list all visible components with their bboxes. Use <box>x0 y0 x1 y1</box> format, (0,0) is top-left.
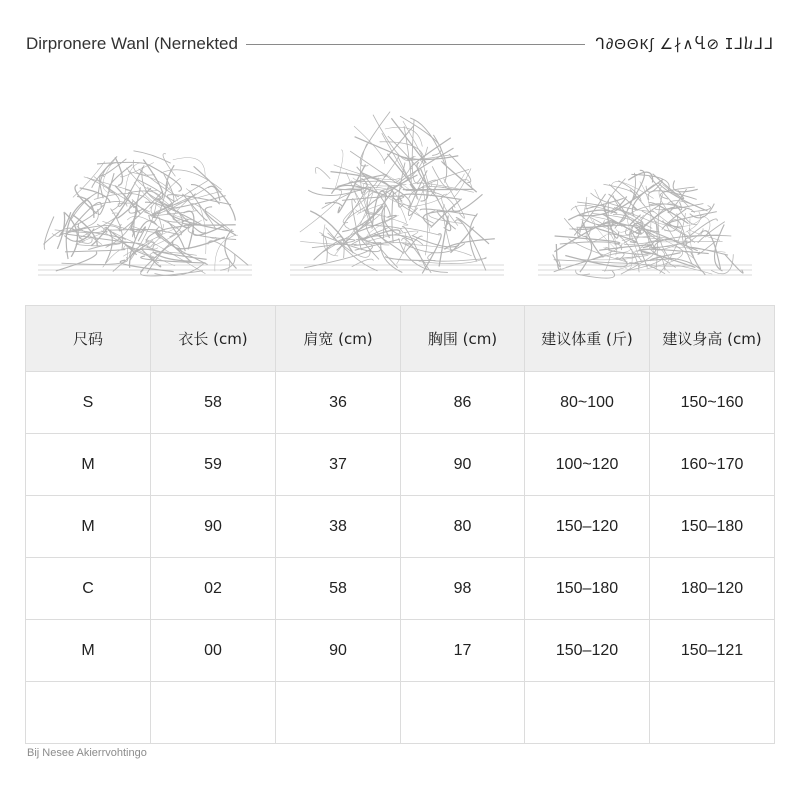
header-right-label: ᒉ∂ΘΘК∫ ∠∤∧Ⴁ⊘ ⵊᒧⴑᒧᒧ <box>595 36 774 53</box>
header-height: 建议身高 (cm) <box>650 306 775 372</box>
header-shoulder: 肩宽 (cm) <box>276 306 401 372</box>
table-cell: 98 <box>401 558 525 620</box>
table-cell: 80 <box>401 496 525 558</box>
sketch-stroke <box>423 211 460 226</box>
table-cell <box>401 682 525 744</box>
sketch-stroke <box>44 217 54 250</box>
sketch-stroke <box>194 166 236 220</box>
table-row <box>26 372 775 434</box>
sketch-stroke <box>350 151 406 190</box>
garment-sketches <box>30 95 775 300</box>
garment-sketch-center <box>282 95 512 295</box>
sketch-stroke <box>683 228 704 246</box>
table-cell: 38 <box>276 496 401 558</box>
table-cell: 180–120 <box>650 558 775 620</box>
table-cell: 37 <box>276 434 401 496</box>
table-cell <box>151 682 276 744</box>
table-cell: 150–120 <box>525 620 650 682</box>
table-cell: C <box>26 558 151 620</box>
table-cell: 86 <box>401 372 525 434</box>
table-cell <box>26 682 151 744</box>
garment-sketch-left <box>30 95 260 295</box>
table-cell: 150–180 <box>525 558 650 620</box>
table-cell: 80~100 <box>525 372 650 434</box>
table-cell: M <box>26 496 151 558</box>
table-cell: 58 <box>151 372 276 434</box>
table-cell <box>525 682 650 744</box>
sketch-stroke <box>691 252 702 270</box>
sketch-stroke <box>304 243 372 268</box>
table-cell: 160~170 <box>650 434 775 496</box>
sketch-stroke <box>381 242 403 273</box>
sketch-stroke <box>208 241 248 266</box>
table-row <box>26 496 775 558</box>
table-cell: 150–121 <box>650 620 775 682</box>
table-row <box>26 682 775 744</box>
table-cell <box>650 682 775 744</box>
sketch-stroke <box>376 156 399 189</box>
sketch-stroke <box>333 189 366 239</box>
sketch-stroke <box>432 166 451 189</box>
table-cell: M <box>26 434 151 496</box>
table-cell: 59 <box>151 434 276 496</box>
header <box>26 32 774 56</box>
table-cell: 36 <box>276 372 401 434</box>
table-cell: 100~120 <box>525 434 650 496</box>
table-cell <box>276 682 401 744</box>
sketch-stroke <box>354 126 385 164</box>
sketch-stroke <box>603 184 635 198</box>
sketch-stroke <box>360 112 390 167</box>
sketch-stroke <box>628 172 652 182</box>
table-cell: 17 <box>401 620 525 682</box>
sketch-stroke <box>56 252 97 271</box>
table-row <box>26 558 775 620</box>
header-weight: 建议体重 (斤) <box>525 306 650 372</box>
sketch-stroke <box>163 154 175 177</box>
sketch-stroke <box>632 185 654 216</box>
sketch-stroke <box>62 257 128 264</box>
table-cell: 150–120 <box>525 496 650 558</box>
sketch-stroke <box>123 245 128 259</box>
table-header-row <box>26 306 775 372</box>
garment-sketch-right <box>530 95 760 295</box>
table-cell: 90 <box>151 496 276 558</box>
table-cell: S <box>26 372 151 434</box>
table-cell: 150–180 <box>650 496 775 558</box>
table-cell: M <box>26 620 151 682</box>
size-table <box>25 305 775 744</box>
sketch-stroke <box>576 270 590 275</box>
sketch-stroke <box>173 158 205 177</box>
footer-note: Bij Nesee Akierrvohtingo <box>27 747 147 759</box>
table-cell: 150~160 <box>650 372 775 434</box>
sketch-stroke <box>315 167 330 178</box>
table-cell: 90 <box>276 620 401 682</box>
sketch-stroke <box>400 116 441 155</box>
sketch-stroke <box>118 165 144 206</box>
sketch-stroke <box>580 236 592 272</box>
table-cell: 02 <box>151 558 276 620</box>
table-row <box>26 434 775 496</box>
table-cell: 00 <box>151 620 276 682</box>
header-divider <box>246 44 585 45</box>
header-size: 尺码 <box>26 306 151 372</box>
sketch-stroke <box>439 216 448 266</box>
table-cell: 90 <box>401 434 525 496</box>
header-length: 衣长 (cm) <box>151 306 276 372</box>
table-row <box>26 620 775 682</box>
sketch-stroke <box>335 150 343 190</box>
sketch-stroke <box>115 157 122 185</box>
sketch-stroke <box>401 228 440 235</box>
header-chest: 胸围 (cm) <box>401 306 525 372</box>
table-cell: 58 <box>276 558 401 620</box>
page-title: Dirpronere Wanl (Nernekted <box>26 34 238 53</box>
sketch-stroke <box>698 241 716 254</box>
